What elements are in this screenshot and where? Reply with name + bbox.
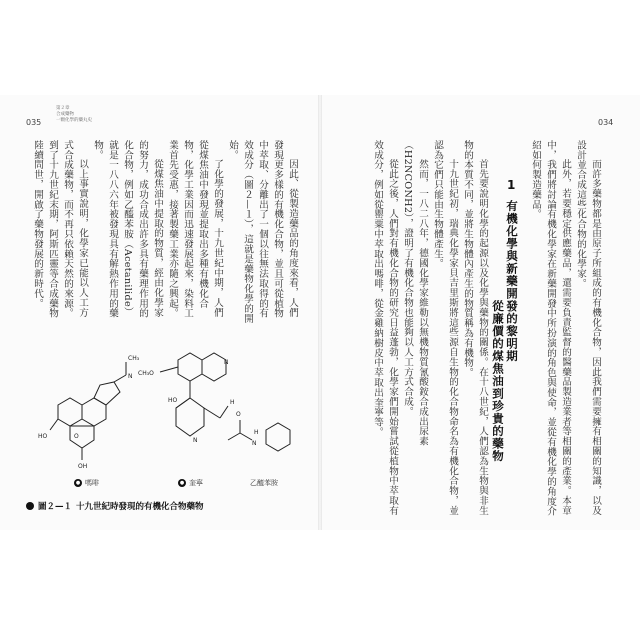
paragraph: 了化學的發展，十九世紀中期，人們從煤焦油中發現並提取出多種有機化合物，化學工業因而迅速發展起來，染料工業首先受惠，接著製藥工業亦隨之興起。 xyxy=(167,140,223,319)
running-head-title: 合成藥物 xyxy=(56,112,74,117)
svg-text:HO: HO xyxy=(38,433,48,440)
paragraph: 首先要說明化學的起源以及化學與藥物的關係。在十八世紀，人們認為生物與非生物的本質不同，並將生物體內產生的物質稱為有機物。 xyxy=(462,140,488,516)
paragraph: 十九世紀初，瑞典化學家貝吉里斯將這些源自生物的化合物命名為有機化合物，並認為它們只能由生物體產生。 xyxy=(432,140,458,516)
svg-text:CH₃O: CH₃O xyxy=(138,370,154,377)
running-head-subtitle: 一顆化學的藥丸史 xyxy=(56,118,92,123)
svg-text:HO: HO xyxy=(168,397,178,404)
left-body-text xyxy=(24,140,300,325)
paragraph: 此外，若要穩定供應藥品，還需要負責監督的醫藥品製造業者等相關的產業。本章中，我們將討論有機化學家在新藥開發中所扮演的角色與使命，並從有機化學的角度介紹如何製造藥品。 xyxy=(530,140,571,517)
caption-text: 十九世紀時發現的有機化合物藥物 xyxy=(76,502,204,512)
svg-text:H: H xyxy=(254,429,259,436)
label-marker-icon: ● xyxy=(179,480,185,486)
left-page-number: 035 xyxy=(26,118,42,127)
running-head xyxy=(56,106,92,124)
morphine-label: ● 嗎啡 xyxy=(75,479,99,487)
paragraph: 因此、從製造藥品的角度來看，人們發現更多樣的有機化合物，並且可從植物中萃取、分離出了一個以往無法取得的有效成分（圖２—１），這就是藥物化學的開始。 xyxy=(227,140,298,324)
svg-text:CH₃: CH₃ xyxy=(128,355,140,362)
svg-text:N: N xyxy=(128,373,133,380)
right-page-number: 034 xyxy=(598,118,614,127)
section-title: 有機化學與新藥開發的黎明期 xyxy=(505,200,519,363)
section-subtitle: 從廉價的煤焦油到珍貴的藥物 xyxy=(491,300,505,463)
right-body-text xyxy=(332,140,490,520)
morphine-structure xyxy=(50,362,126,460)
svg-text:OH: OH xyxy=(78,463,88,470)
quinine-label: ● 奎寧 xyxy=(179,479,203,487)
acetanilide-label: 乙醯苯胺 xyxy=(250,479,278,487)
svg-text:O: O xyxy=(74,433,79,440)
caption-bullet-icon xyxy=(26,502,34,510)
svg-text:N: N xyxy=(224,359,229,366)
right-intro-text xyxy=(528,140,603,520)
svg-text:O: O xyxy=(236,411,241,418)
section-number: 1 xyxy=(507,178,516,192)
paragraph: 從此之後，人們對有機化合物的研究日益蓬勃，化學家們開始嘗試從植物中萃取有效成分，例如從罌粟中萃取出嗎啡，從金雞納樹皮中萃取出奎寧等。 xyxy=(372,140,398,516)
running-head-chapter: 第２章 xyxy=(56,106,70,111)
molecule-figure xyxy=(28,330,298,490)
paragraph: 然而，一八二八年，德國化學家維勒以無機物質氰酸銨合成出尿素（H2NCONH2），證明了有機化合物也能夠以人工方式合成。 xyxy=(402,140,428,447)
quinine-structure xyxy=(160,353,228,436)
svg-text:N: N xyxy=(193,437,198,444)
svg-text:N: N xyxy=(252,440,257,447)
caption-number: 圖２—１ xyxy=(38,502,73,512)
figure-caption xyxy=(26,500,204,512)
paragraph: 從煤焦油中提取的物質，經由化學家的努力，成功合成出許多具有藥理作用的化合物，例如乙醯苯胺（Acetanilide）就是一八八六年被發現具有解熱作用的藥物。 xyxy=(92,140,163,319)
label-marker-icon: ● xyxy=(75,480,81,486)
paragraph: 以上事實說明，化學家已能以人工方式合成藥物，而不再只依賴天然的來源。到了十九世紀末期，阿斯匹靈等合成藥物陸續問世，開啟了藥物發展的新時代。 xyxy=(32,140,88,319)
book-gutter xyxy=(318,95,322,530)
paragraph: 而許多藥物都是由原子所組成的有機化合物，因此我們需要擁有相關的知識，以及設計並合成這些化合物的化學家。 xyxy=(575,140,601,516)
svg-text:H: H xyxy=(230,399,235,406)
molecule-structures xyxy=(28,330,298,495)
acetanilide-structure xyxy=(228,420,290,451)
